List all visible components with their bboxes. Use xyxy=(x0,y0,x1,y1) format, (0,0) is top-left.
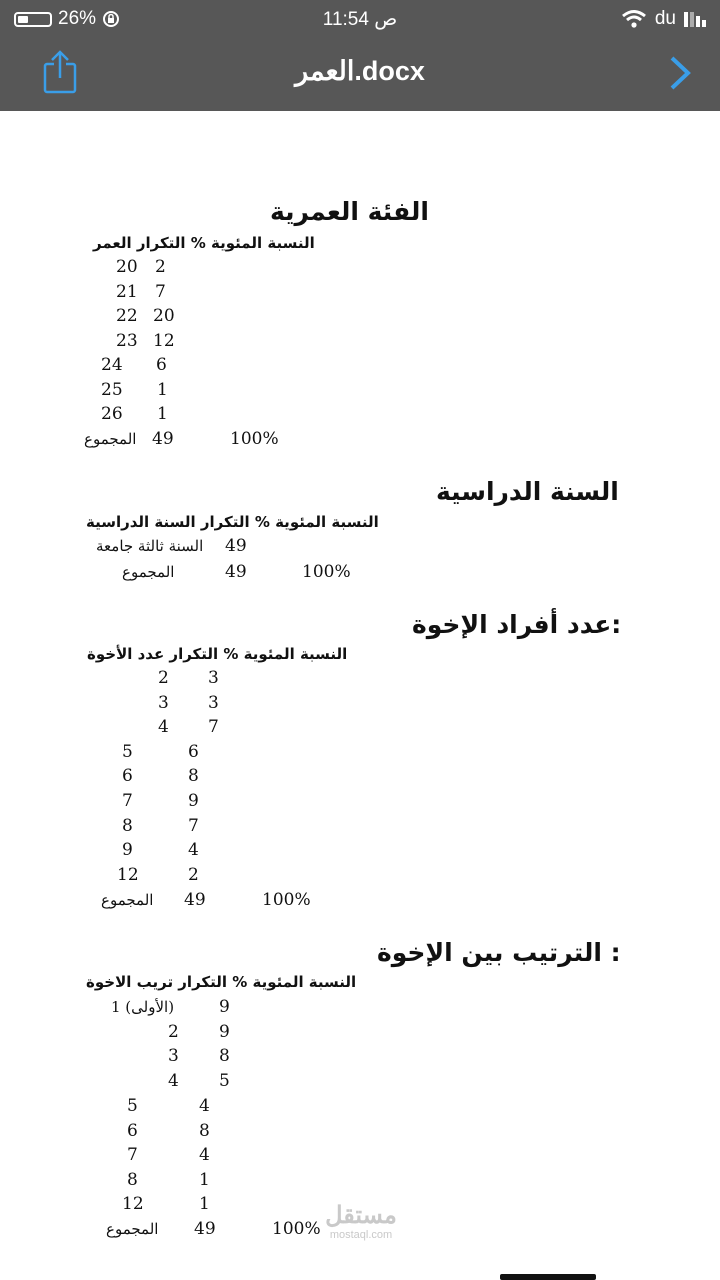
order-count: 5 xyxy=(219,1071,230,1091)
age-count: 12 xyxy=(153,331,175,351)
siblings-total-label: المجموع xyxy=(101,891,154,909)
order-count: 9 xyxy=(219,997,230,1017)
age-count: 6 xyxy=(156,355,167,375)
section-heading-year: السنة الدراسية xyxy=(436,477,619,506)
order-value: 12 xyxy=(122,1194,144,1214)
document-page xyxy=(0,111,720,1280)
carrier-name: du xyxy=(654,8,676,29)
section-heading-siblings: عدد أفراد الإخوة: xyxy=(412,610,622,639)
order-value: 4 xyxy=(168,1071,179,1091)
mostaql-watermark xyxy=(316,1203,406,1241)
status-right xyxy=(621,8,706,30)
order-count: 4 xyxy=(199,1145,210,1165)
section-heading-age: الفئة العمرية xyxy=(270,197,429,226)
status-bar xyxy=(0,8,720,32)
siblings-value: 5 xyxy=(122,742,133,762)
order-value: 7 xyxy=(127,1145,138,1165)
order-value: 5 xyxy=(127,1096,138,1116)
age-value: 25 xyxy=(101,380,123,400)
age-count: 1 xyxy=(157,380,168,400)
order-total-count: 49 xyxy=(194,1219,216,1239)
siblings-count: 7 xyxy=(188,816,199,836)
order-count: 1 xyxy=(199,1170,210,1190)
age-value: 22 xyxy=(116,306,138,326)
order-total-label: المجموع xyxy=(106,1220,159,1238)
siblings-value: 2 xyxy=(158,668,169,688)
year-total-count: 49 xyxy=(225,562,247,582)
age-total-percent: 100% xyxy=(230,429,279,449)
document-title: العمر.docx xyxy=(295,56,425,86)
order-value: 2 xyxy=(168,1022,179,1042)
siblings-value: 9 xyxy=(122,840,133,860)
siblings-count: 6 xyxy=(188,742,199,762)
age-value: 26 xyxy=(101,404,123,424)
siblings-value: 12 xyxy=(117,865,139,885)
age-total-count: 49 xyxy=(152,429,174,449)
age-count: 7 xyxy=(155,282,166,302)
order-count: 8 xyxy=(199,1121,210,1141)
siblings-count: 7 xyxy=(208,717,219,737)
table-header-siblings: النسبة المئوية % التكرار عدد الأخوة xyxy=(87,645,348,663)
siblings-value: 6 xyxy=(122,766,133,786)
age-value: 23 xyxy=(116,331,138,351)
top-bar xyxy=(0,0,720,111)
order-count: 9 xyxy=(219,1022,230,1042)
status-time: 11:54 ص xyxy=(322,9,398,30)
table-header-year: النسبة المئوية % التكرار السنة الدراسية xyxy=(86,513,379,531)
table-header-order: النسبة المئوية % التكرار تريب الاخوة xyxy=(86,973,357,991)
siblings-count: 8 xyxy=(188,766,199,786)
year-total-label: المجموع xyxy=(122,563,175,581)
watermark-site: mostaql.com xyxy=(329,1229,393,1241)
order-value: 8 xyxy=(127,1170,138,1190)
siblings-count: 3 xyxy=(208,693,219,713)
siblings-value: 7 xyxy=(122,791,133,811)
age-count: 20 xyxy=(153,306,175,326)
siblings-count: 2 xyxy=(188,865,199,885)
age-count: 1 xyxy=(157,404,168,424)
age-total-label: المجموع xyxy=(84,430,137,448)
siblings-count: 9 xyxy=(188,791,199,811)
order-count: 8 xyxy=(219,1046,230,1066)
signal-icon xyxy=(684,11,706,27)
siblings-total-percent: 100% xyxy=(262,890,311,910)
order-total-percent: 100% xyxy=(272,1219,321,1239)
next-section-heading-partial xyxy=(500,1271,604,1280)
siblings-count: 4 xyxy=(188,840,199,860)
battery-percent: 26% xyxy=(58,8,97,29)
chevron-right-icon[interactable] xyxy=(668,55,692,91)
siblings-value: 4 xyxy=(158,717,169,737)
order-value: 3 xyxy=(168,1046,179,1066)
siblings-total-count: 49 xyxy=(184,890,206,910)
siblings-count: 3 xyxy=(208,668,219,688)
age-value: 24 xyxy=(101,355,123,375)
year-row-count: 49 xyxy=(225,536,247,556)
year-total-percent: 100% xyxy=(302,562,351,582)
siblings-value: 8 xyxy=(122,816,133,836)
order-value: 1 (الأولى) xyxy=(111,998,175,1016)
wifi-icon xyxy=(621,9,647,29)
watermark-brand: مستقل xyxy=(325,1202,397,1229)
order-count: 1 xyxy=(199,1194,210,1214)
age-value: 21 xyxy=(116,282,138,302)
age-count: 2 xyxy=(155,257,166,277)
table-header-age: النسبة المئوية % التكرار العمر xyxy=(93,234,315,252)
order-value: 6 xyxy=(127,1121,138,1141)
section-heading-order: الترتيب بين الإخوة : xyxy=(377,938,621,967)
order-count: 4 xyxy=(199,1096,210,1116)
year-row-label: السنة ثالثة جامعة xyxy=(96,537,204,555)
age-value: 20 xyxy=(116,257,138,277)
siblings-value: 3 xyxy=(158,693,169,713)
